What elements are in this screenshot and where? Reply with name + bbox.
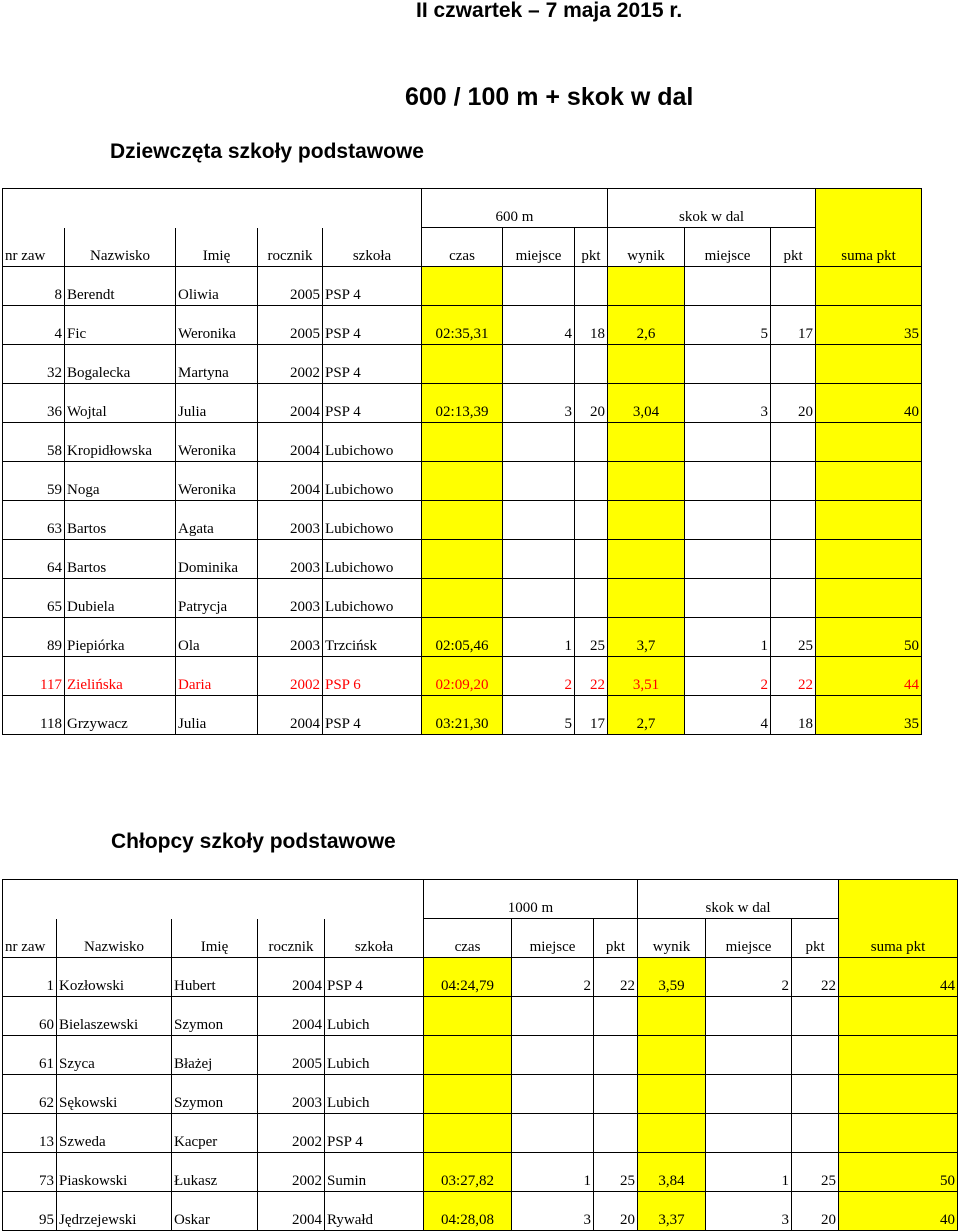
table-row <box>3 958 958 997</box>
table-cell: 2003 <box>258 618 323 657</box>
table-cell: PSP 4 <box>323 696 422 735</box>
table-cell: 2004 <box>258 423 323 462</box>
table-cell: 3 <box>685 384 771 423</box>
table-cell <box>608 267 685 306</box>
table-cell: 64 <box>3 540 65 579</box>
table-cell: 58 <box>3 423 65 462</box>
column-header: pkt <box>594 919 638 958</box>
table-cell: 3,37 <box>638 1192 706 1231</box>
table-cell: 02:35,31 <box>422 306 503 345</box>
table-row <box>3 540 922 579</box>
table-cell: 22 <box>771 657 816 696</box>
column-header: rocznik <box>258 919 325 958</box>
table-cell: 3,04 <box>608 384 685 423</box>
table-cell <box>638 997 706 1036</box>
group-header-blank <box>3 880 424 919</box>
table-cell: 02:09,20 <box>422 657 503 696</box>
table-cell: 5 <box>503 696 575 735</box>
table-cell: Ola <box>176 618 258 657</box>
table-cell <box>771 345 816 384</box>
table-cell: Oliwia <box>176 267 258 306</box>
table-row <box>3 579 922 618</box>
table-cell <box>422 423 503 462</box>
table-cell: 20 <box>771 384 816 423</box>
table-cell: 3,84 <box>638 1153 706 1192</box>
group-header-jump: skok w dal <box>638 880 839 919</box>
table-cell <box>422 579 503 618</box>
table-cell: 63 <box>3 501 65 540</box>
table-cell: 95 <box>3 1192 57 1231</box>
table-cell <box>839 1114 958 1153</box>
table-cell: Szyca <box>57 1036 172 1075</box>
table-cell: Lubich <box>325 1075 424 1114</box>
table-cell: Lubichowo <box>323 423 422 462</box>
table-cell: 73 <box>3 1153 57 1192</box>
table-cell <box>816 345 922 384</box>
column-header: pkt <box>575 228 608 267</box>
table-cell <box>685 579 771 618</box>
date-line: II czwartek – 7 maja 2015 r. <box>416 0 683 22</box>
table-cell: Berendt <box>65 267 176 306</box>
table-cell: PSP 4 <box>325 958 424 997</box>
table-cell: 25 <box>575 618 608 657</box>
table-cell: 2004 <box>258 1192 325 1231</box>
table-row <box>3 306 922 345</box>
table-cell: 25 <box>771 618 816 657</box>
table-cell: 5 <box>685 306 771 345</box>
table-cell: Julia <box>176 384 258 423</box>
table-cell: 65 <box>3 579 65 618</box>
table-cell: 60 <box>3 997 57 1036</box>
table-cell: 2003 <box>258 540 323 579</box>
table-cell <box>608 423 685 462</box>
table-cell <box>685 423 771 462</box>
column-header: suma pkt <box>839 919 958 958</box>
table-cell: Lubichowo <box>323 540 422 579</box>
table-cell: Lubich <box>325 997 424 1036</box>
table-row <box>3 696 922 735</box>
table-cell: PSP 4 <box>323 267 422 306</box>
table-cell: 3,59 <box>638 958 706 997</box>
table-cell: 40 <box>816 384 922 423</box>
table-cell: 44 <box>839 958 958 997</box>
table-cell: Bogalecka <box>65 345 176 384</box>
group-header-sum-blank <box>839 880 958 919</box>
table-cell: Dubiela <box>65 579 176 618</box>
table-cell <box>422 501 503 540</box>
table-cell <box>512 997 594 1036</box>
table-cell: 1 <box>503 618 575 657</box>
table-cell <box>771 501 816 540</box>
table-cell: 2004 <box>258 462 323 501</box>
table-cell: 4 <box>685 696 771 735</box>
table-cell: Kacper <box>172 1114 258 1153</box>
table-cell: PSP 4 <box>323 384 422 423</box>
table-cell <box>608 462 685 501</box>
column-header-row <box>3 919 958 958</box>
table-cell <box>512 1075 594 1114</box>
table-cell: Noga <box>65 462 176 501</box>
group-header-jump: skok w dal <box>608 189 816 228</box>
table-cell: PSP 4 <box>325 1114 424 1153</box>
table-cell <box>816 540 922 579</box>
table-row <box>3 384 922 423</box>
table-row <box>3 997 958 1036</box>
table-cell <box>706 997 792 1036</box>
table-cell: Piepiórka <box>65 618 176 657</box>
table-cell: 20 <box>575 384 608 423</box>
column-header: czas <box>422 228 503 267</box>
table-cell: 2 <box>503 657 575 696</box>
table-cell <box>839 1036 958 1075</box>
table-cell: 13 <box>3 1114 57 1153</box>
table-cell <box>792 1075 839 1114</box>
table-cell <box>594 997 638 1036</box>
table-cell <box>839 1075 958 1114</box>
table-cell: Agata <box>176 501 258 540</box>
table-cell: 2002 <box>258 657 323 696</box>
column-header: miejsce <box>512 919 594 958</box>
table-cell: PSP 4 <box>323 306 422 345</box>
table-cell: Zielińska <box>65 657 176 696</box>
table-cell <box>608 345 685 384</box>
table-cell: Kozłowski <box>57 958 172 997</box>
table-cell <box>685 345 771 384</box>
table-cell: Trzcińsk <box>323 618 422 657</box>
table-cell: 18 <box>771 696 816 735</box>
table-row <box>3 267 922 306</box>
table-cell: 61 <box>3 1036 57 1075</box>
table-cell: 20 <box>792 1192 839 1231</box>
table-cell: 36 <box>3 384 65 423</box>
column-header: suma pkt <box>816 228 922 267</box>
table-cell: 2005 <box>258 1036 325 1075</box>
table-cell: 59 <box>3 462 65 501</box>
table-cell <box>503 423 575 462</box>
table-cell: 35 <box>816 696 922 735</box>
column-header: miejsce <box>503 228 575 267</box>
column-header: Imię <box>172 919 258 958</box>
table-cell: 2005 <box>258 306 323 345</box>
table-cell <box>503 267 575 306</box>
table-cell <box>685 462 771 501</box>
column-header: miejsce <box>706 919 792 958</box>
table-cell: 2003 <box>258 579 323 618</box>
table-cell: Julia <box>176 696 258 735</box>
column-header: Imię <box>176 228 258 267</box>
column-header: Nazwisko <box>65 228 176 267</box>
table-row <box>3 462 922 501</box>
table-cell: Dominika <box>176 540 258 579</box>
table-cell: 2004 <box>258 958 325 997</box>
table-cell <box>594 1075 638 1114</box>
girls-section-title: Dziewczęta szkoły podstawowe <box>110 140 424 163</box>
table-cell: 04:24,79 <box>424 958 512 997</box>
table-cell: 40 <box>839 1192 958 1231</box>
boys-section-title: Chłopcy szkoły podstawowe <box>111 830 396 853</box>
table-cell: Martyna <box>176 345 258 384</box>
table-cell: 02:05,46 <box>422 618 503 657</box>
table-cell: 89 <box>3 618 65 657</box>
table-cell <box>771 579 816 618</box>
table-row <box>3 1192 958 1231</box>
table-cell: Piaskowski <box>57 1153 172 1192</box>
table-cell: 25 <box>792 1153 839 1192</box>
table-row <box>3 423 922 462</box>
table-cell: 35 <box>816 306 922 345</box>
table-cell: 2003 <box>258 501 323 540</box>
table-cell: PSP 6 <box>323 657 422 696</box>
table-cell: 2004 <box>258 696 323 735</box>
table-cell: Bielaszewski <box>57 997 172 1036</box>
table-cell <box>771 423 816 462</box>
table-cell: Szweda <box>57 1114 172 1153</box>
table-cell: Weronika <box>176 306 258 345</box>
table-cell: 3,51 <box>608 657 685 696</box>
table-cell: Lubichowo <box>323 501 422 540</box>
table-cell: 17 <box>771 306 816 345</box>
table-cell: 2003 <box>258 1075 325 1114</box>
table-cell: 2 <box>512 958 594 997</box>
table-cell: 2002 <box>258 1114 325 1153</box>
table-cell <box>503 579 575 618</box>
table-row <box>3 501 922 540</box>
table-cell <box>771 462 816 501</box>
column-header: pkt <box>771 228 816 267</box>
table-cell: Grzywacz <box>65 696 176 735</box>
table-cell <box>792 1036 839 1075</box>
table-cell: 17 <box>575 696 608 735</box>
table-cell: 03:27,82 <box>424 1153 512 1192</box>
table-cell: Wojtal <box>65 384 176 423</box>
table-cell: 2,6 <box>608 306 685 345</box>
table-cell: Szymon <box>172 1075 258 1114</box>
table-row <box>3 1114 958 1153</box>
table-cell: 3,7 <box>608 618 685 657</box>
table-cell: 2 <box>685 657 771 696</box>
table-cell: 8 <box>3 267 65 306</box>
table-cell: Sękowski <box>57 1075 172 1114</box>
table-cell: 2004 <box>258 997 325 1036</box>
table-cell <box>792 997 839 1036</box>
table-cell: Bartos <box>65 540 176 579</box>
table-cell <box>512 1036 594 1075</box>
table-cell: 20 <box>594 1192 638 1231</box>
table-cell: Jędrzejewski <box>57 1192 172 1231</box>
table-cell <box>575 267 608 306</box>
table-cell: 3 <box>706 1192 792 1231</box>
table-cell: Lubichowo <box>323 462 422 501</box>
table-cell <box>424 1075 512 1114</box>
table-cell <box>424 997 512 1036</box>
table-cell <box>575 423 608 462</box>
table-cell: 04:28,08 <box>424 1192 512 1231</box>
table-row <box>3 1036 958 1075</box>
table-cell: 1 <box>512 1153 594 1192</box>
table-cell: 50 <box>816 618 922 657</box>
table-cell <box>608 579 685 618</box>
column-header: szkoła <box>323 228 422 267</box>
table-cell: Weronika <box>176 423 258 462</box>
table-cell <box>594 1114 638 1153</box>
table-cell <box>706 1075 792 1114</box>
table-cell <box>816 501 922 540</box>
table-cell <box>422 345 503 384</box>
column-header: nr zaw <box>3 228 65 267</box>
table-cell: Fic <box>65 306 176 345</box>
column-header: szkoła <box>325 919 424 958</box>
event-title: 600 / 100 m + skok w dal <box>405 83 694 111</box>
table-cell <box>771 267 816 306</box>
table-cell <box>706 1036 792 1075</box>
table-cell <box>839 997 958 1036</box>
table-cell: Daria <box>176 657 258 696</box>
table-cell: 50 <box>839 1153 958 1192</box>
group-header-row <box>3 880 958 919</box>
table-cell: Patrycja <box>176 579 258 618</box>
table-cell: 1 <box>3 958 57 997</box>
table-cell <box>638 1036 706 1075</box>
table-cell: Lubichowo <box>323 579 422 618</box>
table-cell <box>685 501 771 540</box>
column-header: wynik <box>638 919 706 958</box>
table-cell: 2,7 <box>608 696 685 735</box>
table-cell: Sumin <box>325 1153 424 1192</box>
group-header-row <box>3 189 922 228</box>
table-cell: 4 <box>3 306 65 345</box>
table-cell <box>771 540 816 579</box>
table-cell <box>816 462 922 501</box>
table-cell <box>503 501 575 540</box>
table-cell <box>422 462 503 501</box>
table-cell <box>816 267 922 306</box>
table-row <box>3 345 922 384</box>
table-cell <box>422 540 503 579</box>
group-header-run: 1000 m <box>424 880 638 919</box>
table-cell <box>503 462 575 501</box>
table-cell <box>608 540 685 579</box>
table-cell <box>594 1036 638 1075</box>
table-cell: Bartos <box>65 501 176 540</box>
table-cell: 117 <box>3 657 65 696</box>
table-cell: 44 <box>816 657 922 696</box>
table-cell: 3 <box>512 1192 594 1231</box>
table-cell: 2002 <box>258 1153 325 1192</box>
column-header: rocznik <box>258 228 323 267</box>
table-cell <box>575 501 608 540</box>
boys-results-table <box>2 879 958 1231</box>
table-cell <box>575 345 608 384</box>
table-cell: Hubert <box>172 958 258 997</box>
table-cell: 118 <box>3 696 65 735</box>
column-header: czas <box>424 919 512 958</box>
table-cell <box>685 540 771 579</box>
table-cell: 25 <box>594 1153 638 1192</box>
table-cell: Błażej <box>172 1036 258 1075</box>
group-header-blank <box>3 189 422 228</box>
table-cell: 32 <box>3 345 65 384</box>
table-cell: 22 <box>792 958 839 997</box>
table-cell: PSP 4 <box>323 345 422 384</box>
table-cell: 22 <box>575 657 608 696</box>
table-row <box>3 1153 958 1192</box>
column-header: miejsce <box>685 228 771 267</box>
table-cell: 2002 <box>258 345 323 384</box>
table-cell: Weronika <box>176 462 258 501</box>
table-cell <box>424 1114 512 1153</box>
table-cell: 02:13,39 <box>422 384 503 423</box>
table-cell <box>706 1114 792 1153</box>
table-cell: Oskar <box>172 1192 258 1231</box>
table-cell: 18 <box>575 306 608 345</box>
table-cell: 4 <box>503 306 575 345</box>
table-cell <box>503 540 575 579</box>
table-cell <box>816 423 922 462</box>
group-header-run: 600 m <box>422 189 608 228</box>
table-cell: Łukasz <box>172 1153 258 1192</box>
table-cell <box>816 579 922 618</box>
table-cell <box>512 1114 594 1153</box>
table-cell <box>792 1114 839 1153</box>
table-cell <box>575 462 608 501</box>
table-cell: 22 <box>594 958 638 997</box>
column-header-row <box>3 228 922 267</box>
table-cell: Kropidłowska <box>65 423 176 462</box>
girls-results-table <box>2 188 922 735</box>
column-header: pkt <box>792 919 839 958</box>
table-cell: 62 <box>3 1075 57 1114</box>
table-row <box>3 1075 958 1114</box>
table-cell: Szymon <box>172 997 258 1036</box>
column-header: Nazwisko <box>57 919 172 958</box>
table-cell: Lubich <box>325 1036 424 1075</box>
table-row <box>3 657 922 696</box>
table-cell <box>575 579 608 618</box>
table-cell <box>575 540 608 579</box>
table-cell: 2004 <box>258 384 323 423</box>
table-cell <box>638 1114 706 1153</box>
table-cell <box>638 1075 706 1114</box>
table-cell <box>422 267 503 306</box>
table-cell: 1 <box>706 1153 792 1192</box>
table-cell <box>424 1036 512 1075</box>
table-row <box>3 618 922 657</box>
table-cell: 3 <box>503 384 575 423</box>
table-cell: 1 <box>685 618 771 657</box>
column-header: wynik <box>608 228 685 267</box>
table-cell: 2005 <box>258 267 323 306</box>
table-cell: 03:21,30 <box>422 696 503 735</box>
table-cell <box>685 267 771 306</box>
group-header-sum-blank <box>816 189 922 228</box>
table-cell <box>608 501 685 540</box>
table-cell: Rywałd <box>325 1192 424 1231</box>
column-header: nr zaw <box>3 919 57 958</box>
table-cell <box>503 345 575 384</box>
table-cell: 2 <box>706 958 792 997</box>
